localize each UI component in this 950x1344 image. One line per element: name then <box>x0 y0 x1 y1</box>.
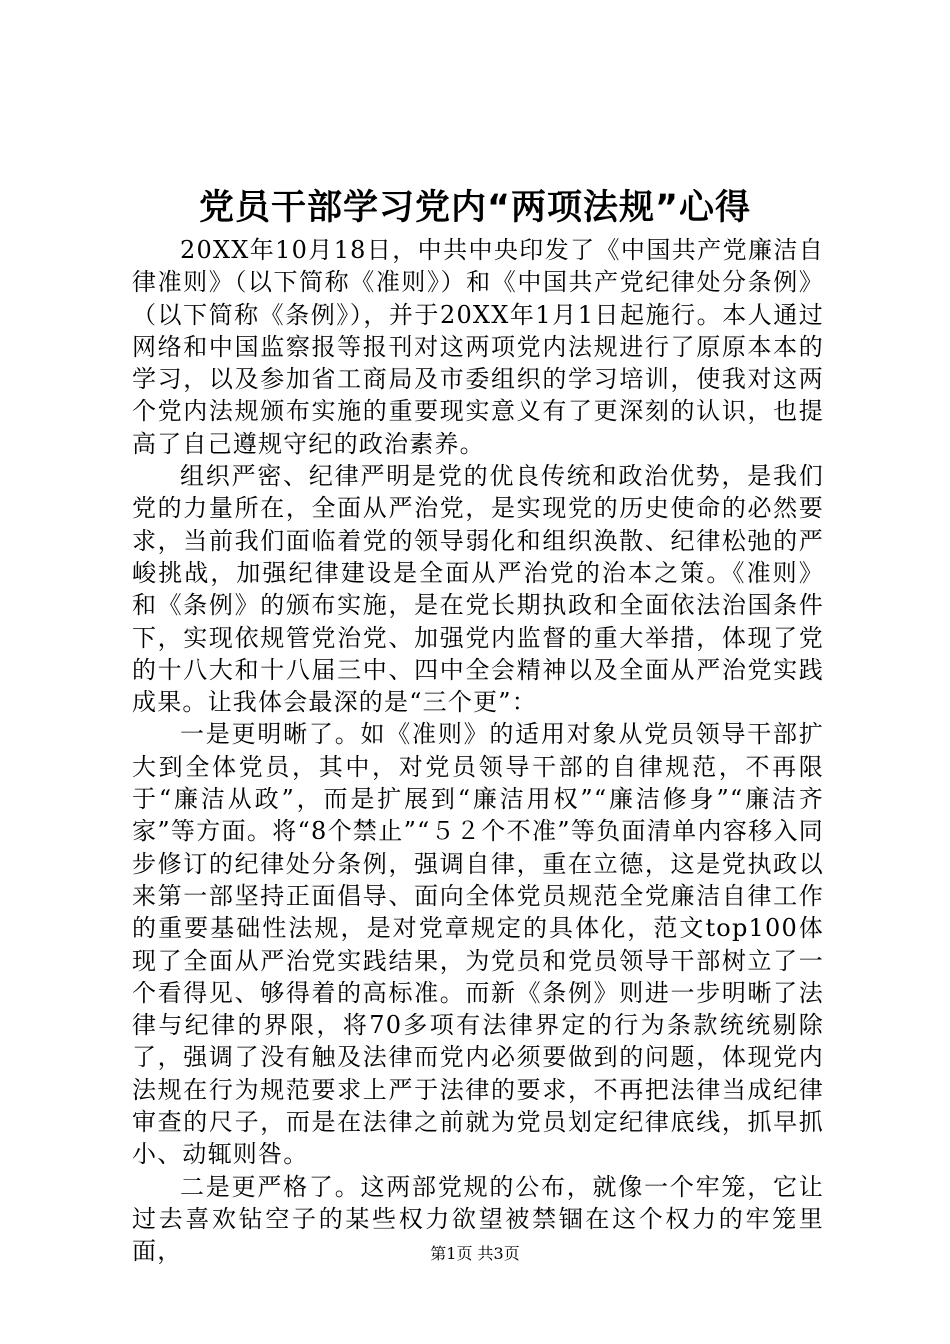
paragraph-3: 一是更明晰了。如《准则》的适用对象从党员领导干部扩大到全体党员，其中，对党员领导干部的自律规范，不再限于“廉洁从政”，而是扩展到“廉洁用权”“廉洁修身”“廉洁齐家”等方面。将“8个禁止”“５２个不准”等负面清单内容移入同步修订的纪律处分条例，强调自律，重在立德，这是党执政以来第一部坚持正面倡导、面向全体党员规范全党廉洁自律工作的重要基础性法规，是对党章规定的具体化，范文top100体现了全面从严治党实践结果，为党员和党员领导干部树立了一个看得见、够得着的高标准。而新《条例》则进一步明晰了法律与纪律的界限，将70多项有法律界定的行为条款统统剔除了，强调了没有触及法律而党内必须要做到的问题，体现党内法规在行为规范要求上严于法律的要求，不再把法律当成纪律审查的尺子，而是在法律之前就为党员划定纪律底线，抓早抓小、动辄则咎。 <box>132 720 824 1169</box>
document-body <box>132 234 824 1268</box>
paragraph-2: 组织严密、纪律严明是党的优良传统和政治优势，是我们党的力量所在，全面从严治党，是实现党的历史使命的必然要求，当前我们面临着党的领导弱化和组织涣散、纪律松弛的严峻挑战，加强纪律建设是全面从严治党的治本之策。《准则》和《条例》的颁布实施，是在党长期执政和全面依法治国条件下，实现依规管党治党、加强党内监督的重大举措，体现了党的十八大和十八届三中、四中全会精神以及全面从严治党实践成果。让我体会最深的是“三个更”： <box>132 462 824 717</box>
document-title: 党员干部学习党内“两项法规”心得 <box>198 188 751 228</box>
paragraph-4: 二是更严格了。这两部党规的公布，就像一个牢笼，它让过去喜欢钻空子的某些权力欲望被禁锢在这个权力的牢笼里面， <box>132 1172 824 1266</box>
page-footer: 第1页 共3页 <box>430 1244 520 1263</box>
paragraph-1: 20XX年10月18日，中共中央印发了《中国共产党廉洁自律准则》（以下简称《准则》）和《中国共产党纪律处分条例》（以下简称《条例》），并于20XX年1月1日起施行。本人通过网络和中国监察报等报刊对这两项党内法规进行了原原本本的学习，以及参加省工商局及市委组织的学习培训，使我对这两个党内法规颁布实施的重要现实意义有了更深刻的认识，也提高了自己遵规守纪的政治素养。 <box>132 236 824 458</box>
